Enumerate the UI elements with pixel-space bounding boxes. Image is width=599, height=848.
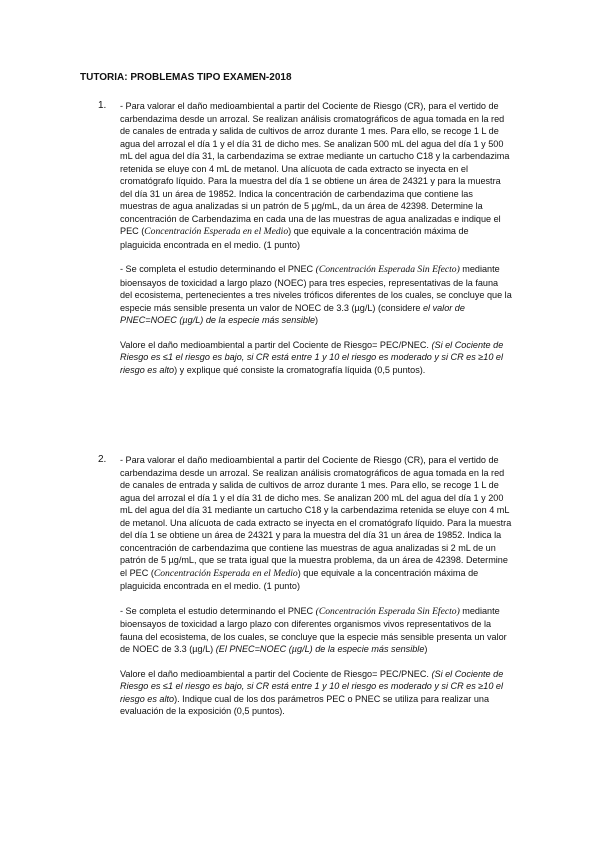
problem-body [120,454,512,718]
paragraph-text: mediante bioensayos de toxicidad a largo plazo con diferentes organismos vivos representativos de la fauna del ecosistema, de los cuales, se concluye que la especie más sensible presenta un valor de NOEC de 3.3 (µg/L) [120,605,507,654]
problem-number: 1. [98,100,107,111]
paragraph-text: ) que equivale a la concentración máxima de plaguicida encontrada en el medio. (1 punto) [120,226,469,250]
problem-number: 2. [98,454,107,465]
emphasis-text: Concentración Esperada en el Medio [144,226,289,237]
paragraph-text: Valore el daño medioambiental a partir del Cociente de Riesgo= PEC/PNEC. [120,339,432,350]
italic-text: el valor de PNEC=NOEC (µg/L) de la especie más sensible [120,302,465,325]
emphasis-text: (Concentración Esperada Sin Efecto) [315,605,460,617]
problem-paragraph [120,605,512,656]
paragraph-text: ) [315,315,319,325]
paragraph-text: ). Indique cual de los dos parámetros PEC o PNEC se utiliza para realizar una evaluación de la exposición (0,5 puntos). [120,693,489,716]
italic-text: (El PNEC=NOEC (µg/L) de la especie más sensible [215,644,425,654]
paragraph-text: ) que equivale a la concentración máxima de plaguicida encontrada en el medio. (1 punto) [120,567,479,591]
italic-text: (Si el Cociente de Riesgo es ≤1 el riesgo es bajo, si CR está entre 1 y 10 el riesgo es moderado y si CR es ≥10 el riesgo es alto [120,668,504,704]
problem-paragraph [120,263,512,327]
problem-paragraph [120,339,512,377]
problem-body [120,100,512,376]
problem-paragraph [120,100,512,251]
paragraph-text: ) [424,644,428,654]
paragraph-text: - Para valorar el daño medioambiental a partir del Cociente de Riesgo (CR), para el vertido de carbendazima desde un arrozal. Se realizan análisis cromatográficos de agua tomada en la red de canales de entrada y salida de cultivos de arroz durante 1 mes. Para ello, se recoge 1 L de agua del arrozal el día 1 y el día 31 de dicho mes. Se analizan 500 mL del agua del día 1 y 500 mL del agua del día 31, la carbendazima se extrae mediante un cartucho C18 y la carbendazima retenida se eluye con 4 mL de metanol. Una alícuota de cada extracto se inyecta en el cromatógrafo líquido. Para la muestra del día 1 se obtiene un área de 24321 y para la muestra del día 31 un área de 19852. Indica la concentración de carbendazima que contiene las muestras de agua analizadas si un patrón de 5 µg/mL, da un área de 42398. Determine la concentración de Carbendazima en cada una de las muestras de agua analizadas e indique el PEC ( [120,101,510,236]
paragraph-text: - Se completa el estudio determinando el PNEC [120,605,316,616]
paragraph-text: Valore el daño medioambiental a partir del Cociente de Riesgo= PEC/PNEC. [120,668,432,679]
emphasis-text: (Concentración Esperada Sin Efecto) [315,264,460,275]
emphasis-text: Concentración Esperada en el Medio [153,567,298,579]
paragraph-text: - Para valorar el daño medioambiental a partir del Cociente de Riesgo (CR), para el vertido de carbendazima desde un arrozal. Se realizan análisis cromatográficos de agua tomada en la red de canales de entrada y salida de cultivos de arroz durante 1 mes. Para ello, se recoge 1 L de agua del arrozal el día 1 y el día 31 de dicho mes. Se analizan 200 mL del agua del día 1 y 200 mL del agua del día 31 mediante un cartucho C18 y la carbendazima retenida se eluye con 4 mL de metanol. Una alícuota de cada extracto se inyecta en el cromatógrafo líquido. Para la muestra del día 1 se obtiene un área de 24321 y para la muestra del día 31 un área de 19852. Indica la concentración de carbendazima que contiene las muestras de agua analizadas si 2 mL de un patrón de 5 µg/mL, que se trata igual que la muestra problema, da un área de 42398. Determine el PEC ( [120,455,512,578]
problem-paragraph [120,454,512,593]
italic-text: (Si el Cociente de Riesgo es ≤1 el riesgo es bajo, si CR está entre 1 y 10 el riesgo es moderado y si CR es ≥10 el riesgo es alto [120,339,504,375]
paragraph-text: - Se completa el estudio determinando el PNEC [120,264,316,274]
problem-paragraph [120,668,512,718]
page-title: TUTORIA: PROBLEMAS TIPO EXAMEN-2018 [80,72,292,83]
paragraph-text: ) y explique qué consiste la cromatografía líquida (0,5 puntos). [174,364,426,375]
paragraph-text: mediante bioensayos de toxicidad a largo plazo (NOEC) para tres especies, representativas de la fauna del ecosistema, pertenecientes a tres niveles tróficos diferentes de los cuales, se concluye que la especie más sensible presenta un valor de NOEC de 3.3 (µg/L) (considere [120,264,512,313]
